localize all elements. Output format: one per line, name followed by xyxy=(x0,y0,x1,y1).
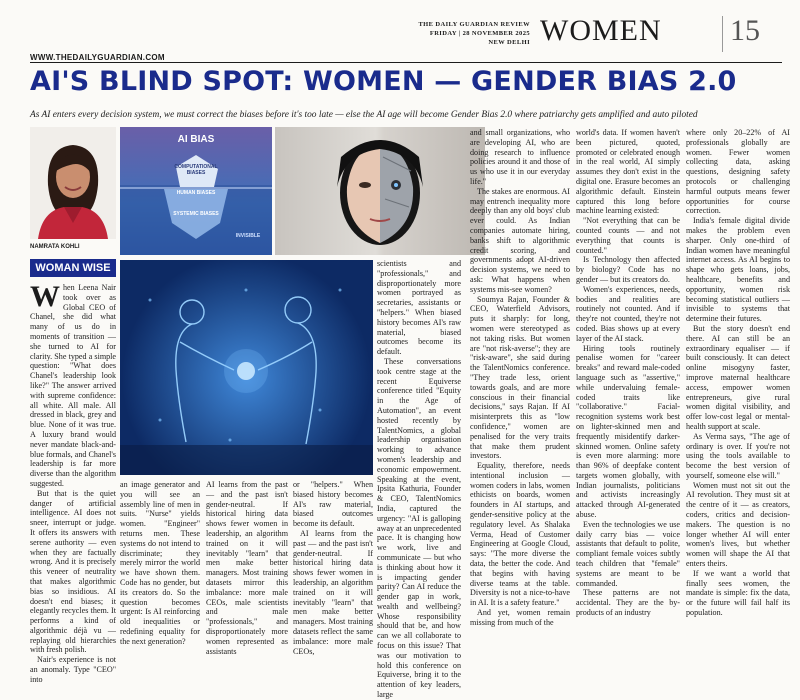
article-paragraph: world's data. If women haven't been pictured, quoted, promoted or celebrated enough in the real world, AI simply assumes they don't exist in the digital one. Erasure becomes an algorithmic default. Einstein captured this long before machine learning existed: xyxy=(576,128,680,216)
article-paragraph: And yet, women remain missing from much of the xyxy=(470,608,570,627)
byline: NAMRATA KOHLI xyxy=(30,244,80,250)
article-paragraph: As Verma says, "The age of ordinary is over. If you're not using the tools available to become the best version of yourself, someone else will." xyxy=(686,431,790,480)
article-paragraph: scientists and "professionals," and disproportionately more women portrayed as secretaries, assistants or "helpers." When biased history becomes AI's raw material, biased outcomes become its default. xyxy=(377,259,461,357)
drop-cap: W xyxy=(30,280,60,313)
article-paragraph: These patterns are not accidental. They are the by-products of an industry xyxy=(576,588,680,618)
header-rule xyxy=(30,62,782,63)
article-column-2c xyxy=(293,480,373,656)
article-column-3 xyxy=(377,259,461,700)
article-column-4 xyxy=(470,128,570,627)
page-number: 15 xyxy=(730,14,760,47)
article-paragraph: Is Technology then affected by biology? Code has no gender — but its creators do. xyxy=(576,255,680,284)
article-column-2a xyxy=(120,480,200,646)
author-photo xyxy=(30,127,116,239)
paper-name: THE DAILY GUARDIAN REVIEW xyxy=(418,21,530,28)
article-paragraph: Equality, therefore, needs intentional inclusion — women coders in labs, women ethicists on boards, women founders in AI startups, and gender-sensitive policy at the regulatory level. As Shalaka Verma, Head of Customer Engineering at Google Cloud, says: "The more diverse the data, the better the code. And that begins with having diverse teams at the table. Diversity is not a nice-to-have in AI. It is a safety feature." xyxy=(470,461,570,608)
article-paragraph: If we want a world that finally sees women, the mandate is simple: fix the data, or the future will fail half its population. xyxy=(686,568,790,618)
ai-woman-image xyxy=(275,127,485,255)
paper-meta xyxy=(360,20,530,47)
article-paragraph: These conversations took centre stage at the recent Equiverse conference titled "Equity in the Age of Automation", an event hosted recently by TalentNomics, a global leadership organisation working to advance women's leadership and economic empowerment. Speaking at the event, Ipsita Kathuria, Founder & CEO, TalentNomics India, captured the urgency: "AI is galloping away at an unprecedented pace. It is changing how we work, live and communicate — but who is thinking about how it is impacting gender parity? Can AI reduce the gender gap in work, wealth and wellbeing? Whose responsibility should that be, and how can we all collaborate to focus on this issue? That was our motivation to hold this conference on Equiverse, bring it to the attention of key leaders, large xyxy=(377,356,461,700)
ai-bias-infographic xyxy=(120,127,272,255)
article-paragraph: AI learns from the past — and the past isn't gender-neutral. If historical hiring data shows fewer women in leadership, an algorithm trained on it will inevitably "learn" that men make better managers. Most training datasets mirror this imbalance: more male CEOs, male scientists and male "professionals," and disproportionately more women represented as assistants xyxy=(206,480,288,656)
article-column-1 xyxy=(30,280,116,684)
article-paragraph: When Leena Nair took over as Global CEO of Chanel, she did what many of us do in moments of transition —she turned to AI for clarity. She typed a simple question: "What does Chanel's leadership look like?" The answer arrived with supreme confidence: all white. All male. All dressed in black, grey and blue. None of it was true. A luxury brand would never mandate black-and-blue formals, and Chanel's leadership is far more diverse than the algorithm suggested. xyxy=(30,280,116,488)
infographic-label: INVISIBLE xyxy=(235,233,261,239)
column-tag: WOMAN WISE xyxy=(30,259,116,277)
hologram-figures-image xyxy=(120,260,373,475)
article-paragraph: AI learns from the past — and the past isn't gender-neutral. If historical hiring data shows fewer women in leadership, an algorithm trained on it will inevitably "learn" that men make better managers. Most training datasets reflect the same imbalance: more male CEOs, xyxy=(293,528,373,656)
article-paragraph: But that is the quiet danger of artificial intelligence. AI does not sneer, interrupt or judge. It offers its answers with serene authority — even when they are factually wrong. And it is precisely this veneer of neutrality that makes algorithmic bias so insidious. AI doesn't end biases; it elegantly recycles them. It performs a kind of algorithmic déjà vu — replaying old hierarchies with fresh polish. xyxy=(30,488,116,655)
standfirst: As AI enters every decision system, we must correct the biases before it's too late — else the AI age will become Gender Bias 2.0 where patriarchy gets amplified and auto piloted xyxy=(30,110,698,120)
city: NEW DELHI xyxy=(488,39,530,46)
article-paragraph: Soumya Rajan, Founder & CEO, Waterfield Advisors, puts it sharply: for long, women were stereotyped as not taking risks. But women are "not risk-averse"; they are "risk-aware", she said during the TalentNomics conference. "They trade less, orient towards goals, and are more conscious in their financial decisions," says Rajan. If AI misinterprets this as "low confidence," women are penalised for the very traits that make them prudent investors. xyxy=(470,294,570,461)
article-paragraph: Hiring tools routinely penalise women for "career breaks" and reward male-coded language such as "assertive," while undervaluing female-coded traits like "collaborative." Facial-recognition systems work best on lighter-skinned men and frequently misidentify darker-skinned women. Online safety is even more alarming: more than 96% of deepfake content targets women globally, with Indian journalists, politicians and activists increasingly attacked through AI-generated abuse. xyxy=(576,343,680,520)
article-column-6 xyxy=(686,128,790,618)
article-column-5 xyxy=(576,128,680,618)
article-paragraph: or "helpers." When biased history becomes AI's raw material, biased outcomes become its default. xyxy=(293,480,373,529)
infographic-label: HUMAN BIASES xyxy=(176,190,216,196)
article-column-2b xyxy=(206,480,288,656)
article-paragraph: The stakes are enormous. AI may entrench inequality more deeply than any old boys' club ever could. As Indian companies automate hiring, banks shift to algorithmic credit scoring, and governments adopt AI-driven decision systems, we need to ask: What happens when systems mis-see women? xyxy=(470,186,570,294)
infographic-label: COMPUTATIONAL BIASES xyxy=(174,164,218,176)
infographic-title: AI BIAS xyxy=(177,134,215,145)
headline: AI'S BLIND SPOT: WOMEN — GENDER BIAS 2.0 xyxy=(30,66,737,97)
article-paragraph: Even the technologies we use daily carry bias — voice assistants that default to polite, compliant female voices subtly teach children that "female" systems are meant to be commanded. xyxy=(576,519,680,588)
article-paragraph: and small organizations, who are developing AI, who are doing research to influence policies around it and those of us who use it in our everyday life." xyxy=(470,128,570,186)
article-paragraph: Nair's experience is not an anomaly. Type "CEO" into xyxy=(30,655,116,684)
article-paragraph: "Not everything that can be counted counts — and not everything that counts is counted." xyxy=(576,216,680,255)
article-paragraph: Women's experiences, needs, bodies and realities are routinely not counted. And if they're not counted, they're not coded. Bias shows up at every layer of the AI stack. xyxy=(576,284,680,343)
article-paragraph: But the story doesn't end there. AI can still be an extraordinary equaliser — if built consciously. It can detect online misogyny faster, improve maternal healthcare access, empower women entrepreneurs, give rural women digital visibility, and offer low-cost legal or mental-health support at scale. xyxy=(686,323,790,431)
article-paragraph: where only 20–22% of AI professionals globally are women. Fewer women collecting data, asking questions, designing safety protocols or challenging harmful outputs means fewer opportunities for course correction. xyxy=(686,128,790,216)
infographic-label: SYSTEMIC BIASES xyxy=(173,211,219,217)
article-paragraph: Women must not sit out the AI revolution. They must sit at the centre of it — as creators, coders, critics and decision-makers. The question is no longer whether AI will enter women's lives, but whether women will shape the AI that enters theirs. xyxy=(686,480,790,569)
site-url: WWW.THEDAILYGUARDIAN.COM xyxy=(30,53,165,62)
dateline: FRIDAY | 28 NOVEMBER 2025 xyxy=(429,30,530,37)
article-paragraph: India's female digital divide makes the problem even sharper. Only one-third of Indian women have meaningful internet access. As AI begins to shape who gets loans, jobs, healthcare, benefits and opportunity, women risk becoming statistical outliers — invisible to systems that determine their futures. xyxy=(686,216,790,324)
section-title: WOMEN xyxy=(540,14,662,47)
header-divider xyxy=(722,16,723,52)
article-paragraph: an image generator and you will see an assembly line of men in suits. "Nurse" yields women. "Engineer" returns men. These systems do not intend to discriminate; they merely mirror the world we have shown them. Code has no gender, but its creators do. So the question becomes urgent: Is AI reinforcing old inequalities or redefining equality for the next generation? xyxy=(120,480,200,646)
